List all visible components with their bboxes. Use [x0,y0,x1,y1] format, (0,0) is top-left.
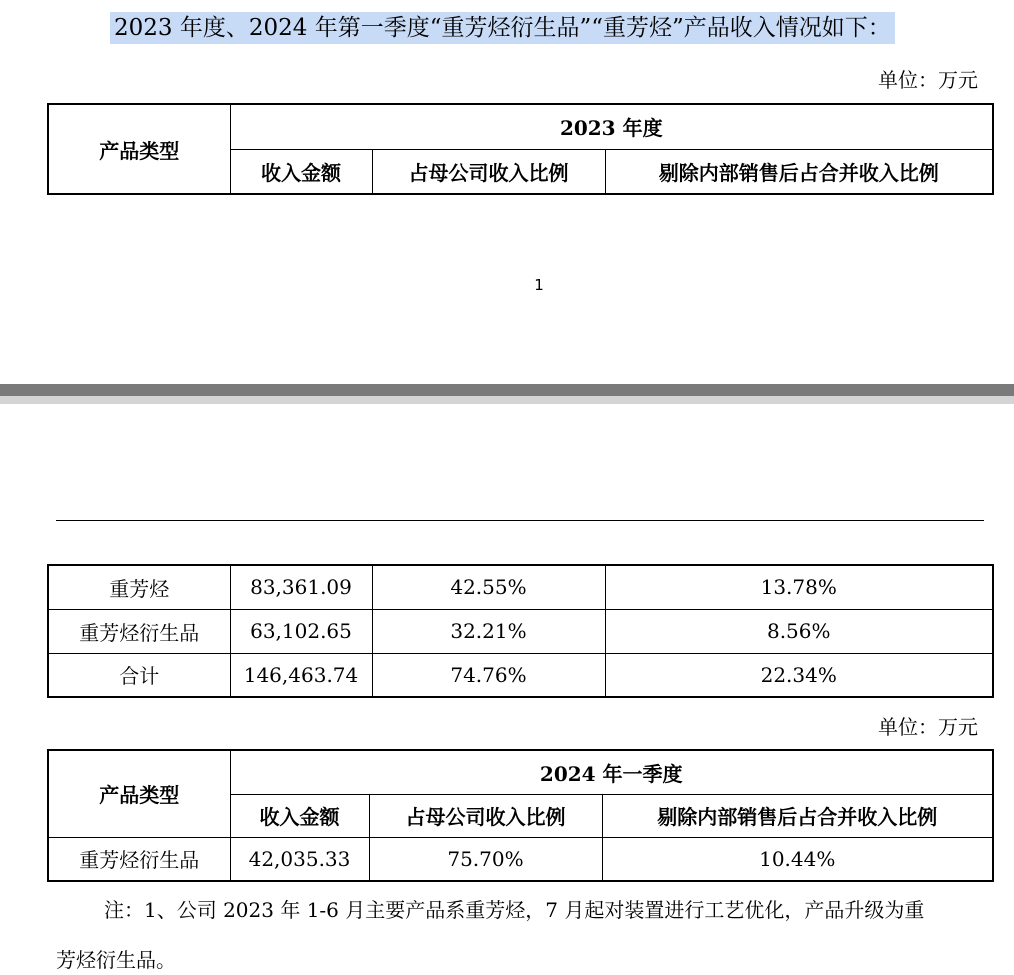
page-number: 1 [534,276,544,294]
header-revenue: 收入金额 [230,794,369,837]
note-line-2: 芳烃衍生品。 [56,948,176,972]
header-revenue: 收入金额 [230,149,372,194]
table-2023-body [47,564,994,698]
header-parent-share: 占母公司收入比例 [369,794,602,837]
header-consolidated-share: 剔除内部销售后占合并收入比例 [602,794,993,837]
cell-consolidated-share: 8.56% [605,609,993,653]
cell-revenue: 42,035.33 [230,837,369,881]
cell-revenue: 63,102.65 [230,609,372,653]
page-break-divider [0,384,1014,404]
page-header-rule [56,520,984,521]
cell-parent-share: 42.55% [372,565,605,609]
section-heading: 2023 年度、2024 年第一季度“重芳烃衍生品”“重芳烃”产品收入情况如下： [110,12,895,44]
header-period-2023: 2023 年度 [230,104,993,149]
cell-consolidated-share: 22.34% [605,653,993,697]
table-2024-q1 [47,749,994,882]
cell-revenue: 146,463.74 [230,653,372,697]
cell-parent-share: 75.70% [369,837,602,881]
header-product-type: 产品类型 [48,104,230,194]
table-row [48,837,993,881]
cell-parent-share: 32.21% [372,609,605,653]
cell-product: 合计 [48,653,230,697]
header-consolidated-share: 剔除内部销售后占合并收入比例 [605,149,993,194]
cell-product: 重芳烃 [48,565,230,609]
header-product-type: 产品类型 [48,750,230,837]
table-row-total [48,653,993,697]
unit-label: 单位：万元 [878,68,978,92]
note-line-1: 注：1、公司 2023 年 1-6 月主要产品系重芳烃，7 月起对装置进行工艺优化，产品升级为重 [104,898,925,922]
cell-parent-share: 74.76% [372,653,605,697]
table-row [48,609,993,653]
table-2023-header [47,103,994,195]
header-period-2024: 2024 年一季度 [230,750,993,794]
cell-consolidated-share: 13.78% [605,565,993,609]
unit-label: 单位：万元 [878,715,978,739]
cell-product: 重芳烃衍生品 [48,837,230,881]
cell-consolidated-share: 10.44% [602,837,993,881]
table-row [48,565,993,609]
cell-revenue: 83,361.09 [230,565,372,609]
cell-product: 重芳烃衍生品 [48,609,230,653]
header-parent-share: 占母公司收入比例 [372,149,605,194]
